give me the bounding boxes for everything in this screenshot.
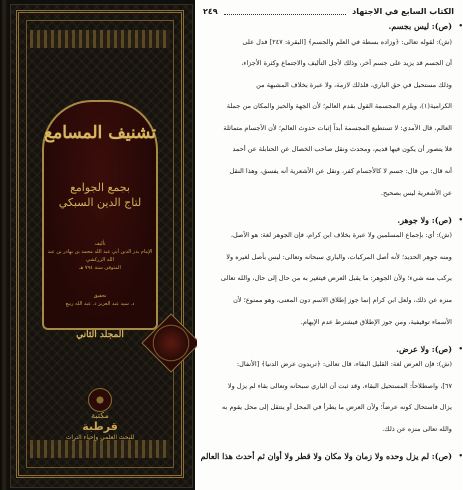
section-heading: (ص): ليس بجسم. bbox=[388, 21, 452, 31]
book-cover-image bbox=[0, 0, 195, 490]
text-line: يركب منه شيء؛ ولأن الجوهر: ما يقبل العرض فيتغير به من حال إلى حال، والله تعالى bbox=[220, 274, 452, 283]
chapter-title: الكتاب السابع في الاجتهاد bbox=[352, 6, 454, 16]
text-line: (ش): لقوله تعالى: ﴿وزاده بسطة في العلم والجسم﴾ [البقرة: ٢٤٧] فدل على bbox=[242, 37, 452, 46]
cover-volume: المجلد الثاني bbox=[76, 330, 124, 340]
section-heading: (ص): لم يزل وحده ولا زمان ولا مكان ولا قطر ولا أوان ثم أحدث هذا العالم bbox=[200, 451, 452, 462]
cover-title: تشنيف المسامع bbox=[44, 123, 156, 143]
text-line: الأسماء توقيفية، ومن جوز الإطلاق فيشترط عدم الإيهام. bbox=[300, 317, 452, 326]
scanned-page bbox=[197, 0, 462, 490]
cover-subtitle bbox=[44, 180, 156, 210]
cover-editor-names: د. سيد عبد العزيز د. عبد الله ربيع bbox=[65, 301, 135, 307]
section-bullet-icon: • bbox=[458, 452, 463, 461]
section-bullet-icon: • bbox=[458, 215, 463, 224]
cover-publisher-line-1: مكتبة bbox=[91, 411, 109, 420]
text-line: العالم، قال الآمدي: لا تستطيع المجسمة أبداً إثبات حدوث العالم؛ لأن الأجسام متماثلة bbox=[223, 123, 452, 132]
page-header bbox=[203, 4, 454, 18]
cover-top-ornament bbox=[30, 30, 170, 48]
cover-author-death: المتوفى سنة ٧٩٤ هـ bbox=[79, 265, 121, 271]
page-number: ٢٤٩ bbox=[203, 6, 218, 16]
text-line: الكرامية(١)، ويلزم المجسمة القول بقدم العالم؛ لأن الجهة والحيز والمكان من جملة bbox=[226, 102, 452, 111]
cover-author-label: تأليف bbox=[94, 241, 106, 247]
text-line: منزه عن ذلك، ولعل ابن كرام إنما جوز إطلاق الاسم دون المعنى، وهو ممنوع؛ لأن bbox=[233, 296, 452, 305]
cover-subtitle-line-2: لتاج الدين السبكي bbox=[58, 196, 142, 209]
text-line: (ش): فإن العرض لغة: القليل البقاء، قال تعالى: ﴿تريدون عرض الدنيا﴾ [الأنفال: bbox=[236, 360, 452, 369]
section-heading: (ص): ولا عرض. bbox=[396, 343, 452, 354]
text-line: أن الجسم قد يزيد على جسم آخر، وذلك لأجل التأليف والاجتماع وكثرة الأجزاء، bbox=[241, 59, 452, 68]
text-line: وذلك مستحيل في حق الباري، فلذلك لازمة، ولا عبرة بخلاف المشبهة من bbox=[256, 80, 452, 89]
section-heading: (ص): ولا جوهر. bbox=[397, 214, 452, 225]
text-line: عن الأشعرية ليس بصحيح. bbox=[380, 188, 452, 197]
cover-publisher-line-3: للبحث العلمي وإحياء التراث bbox=[65, 434, 135, 441]
cover-editor-label: تحقيق bbox=[93, 293, 107, 299]
text-line: يزال فاستحال كونه عرضاً؛ ولأن العرض ما يطرأ في المحل أو ينتقل إلى محل يقوم به bbox=[222, 403, 452, 412]
header-dotted-rule bbox=[224, 8, 346, 15]
cover-publisher bbox=[44, 410, 156, 443]
cover-rose-ornament bbox=[88, 388, 112, 412]
text-line: ٦٧]، واصطلاحاً: المستحيل البقاء، وقد ثبت أن الباري سبحانه وتعالى بقاء لم يزل ولا bbox=[227, 381, 452, 390]
cover-author bbox=[44, 240, 156, 272]
text-line: (ش): أي: بإجماع المسلمين ولا عبرة بخلاف ابن كرام، فإن الجوهر لغة: هو الأصل، bbox=[230, 231, 452, 240]
cover-subtitle-line-1: بجمع الجوامع bbox=[70, 181, 130, 194]
text-line: ومنه جوهر الحديد؛ لأنه أصل المركبات، والباري سبحانه وتعالى: ليس بأصل لغيره ولا bbox=[226, 252, 452, 261]
text-line: والله تعالى منزه عن ذلك. bbox=[382, 425, 452, 433]
cover-spine-edge bbox=[0, 0, 8, 490]
cover-author-name: الإمام بدر الدين أبي عبد الله محمد بن بهادر بن عبد الله الزركشي bbox=[47, 249, 153, 263]
text-line: فلا يتصور أن يكون فيها قديم، ومحدث ونقل صاحب الخصال عن الحنابلة عن أحمد bbox=[232, 145, 452, 154]
cover-editor bbox=[44, 292, 156, 308]
section-bullet-icon: • bbox=[458, 22, 463, 30]
section-bullet-icon: • bbox=[458, 344, 463, 353]
cover-publisher-line-2: قرطبة bbox=[82, 420, 118, 433]
text-line: أنه قال: من قال: جسم لا كالأجسام كفر، ونقل عن الأشعرية أنه يفسق، وهذا النقل bbox=[229, 167, 452, 176]
